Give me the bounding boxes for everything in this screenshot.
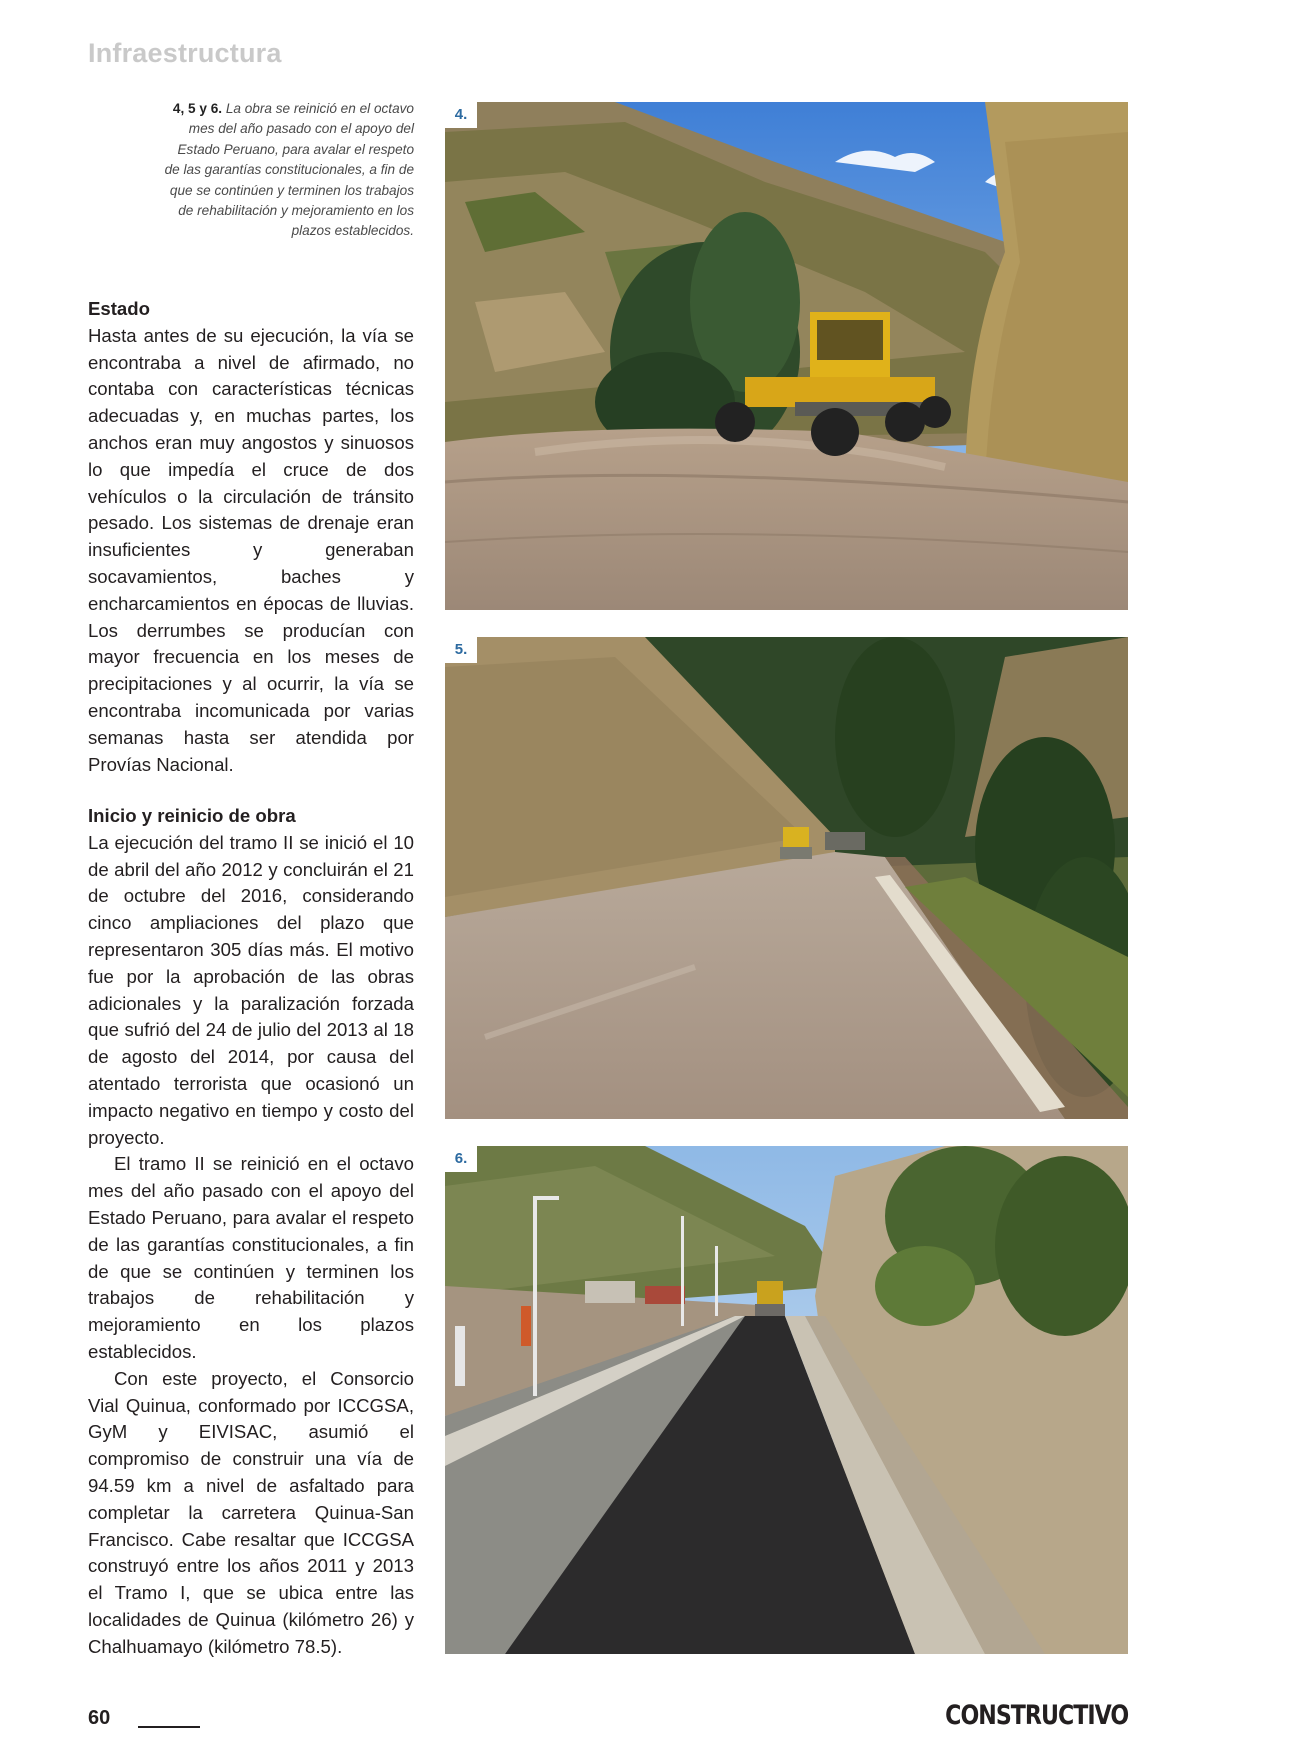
- article-section-estado: [88, 296, 414, 778]
- photo-caption: [160, 99, 414, 242]
- article-section-inicio: [88, 803, 414, 1661]
- footer-rule: [138, 1726, 200, 1728]
- paragraph: La ejecución del tramo II se inició el 10 de abril del año 2012 y concluirán el 21 de octubre del 2016, considerando cinco ampliaciones del plazo que representaron 305 días más. El motivo fue por la aprobación de las obras adicionales y la paralización forzada que sufrió del 24 de julio del 2013 al 18 de agosto del 2014, por causa del atentado terrorista que ocasionó un impacto negativo en tiempo y costo del proyecto.: [88, 831, 414, 1148]
- photo-number: 5.: [445, 637, 477, 663]
- section-title: Infraestructura: [88, 38, 282, 68]
- paragraph: Con este proyecto, el Consorcio Vial Quinua, conformado por ICCGSA, GyM y EIVISAC, asumió el compromiso de construir una vía de 94.59 km a nivel de asfaltado para completar la carretera Quinua-San Francisco. Cabe resaltar que ICCGSA construyó entre los años 2011 y 2013 el Tramo I, que se ubica entre las localidades de Quinua (kilómetro 26) y Chalhuamayo (kilómetro 78.5).: [88, 1367, 414, 1657]
- paragraph: El tramo II se reinició en el octavo mes del año pasado con el apoyo del Estado Peruano, para avalar el respeto de las garantías constitucionales, a fin de que se continúen y terminen los trabajos de rehabilitación y mejoramiento en los plazos establecidos.: [88, 1153, 414, 1362]
- caption-lead: 4, 5 y 6.: [172, 101, 223, 116]
- photo-asphalt-road: [445, 1146, 1128, 1654]
- magazine-brand: CONSTRUCTIVO: [944, 1700, 1128, 1731]
- photo-road-roller: [445, 637, 1128, 1119]
- section-heading: Inicio y reinicio de obra: [88, 805, 296, 826]
- photo-number: 6.: [445, 1146, 477, 1172]
- page-number: 60: [88, 1707, 111, 1729]
- photo-number: 4.: [445, 102, 477, 128]
- photo-motor-grader: [445, 102, 1128, 610]
- caption-text: La obra se reinició en el octavo mes del año pasado con el apoyo del Estado Peruano, para avalar el respeto de las garantías constitucionales, a fin de que se continúen y terminen los trabajos de rehabilitación y mejoramiento en los plazos establecidos.: [164, 101, 414, 239]
- paragraph: Hasta antes de su ejecución, la vía se encontraba a nivel de afirmado, no contaba con características técnicas adecuadas y, en muchas partes, los anchos eran muy angostos y sinuosos lo que impedía el cruce de dos vehículos o la circulación de tránsito pesado. Los sistemas de drenaje eran insuficientes y generaban socavamientos, baches y encharcamientos en épocas de lluvias. Los derrumbes se producían con mayor frecuencia en los meses de precipitaciones y al ocurrir, la vía se encontraba incomunicada por varias semanas hasta ser atendida por Provías Nacional.: [88, 324, 414, 775]
- section-heading: Estado: [88, 298, 150, 319]
